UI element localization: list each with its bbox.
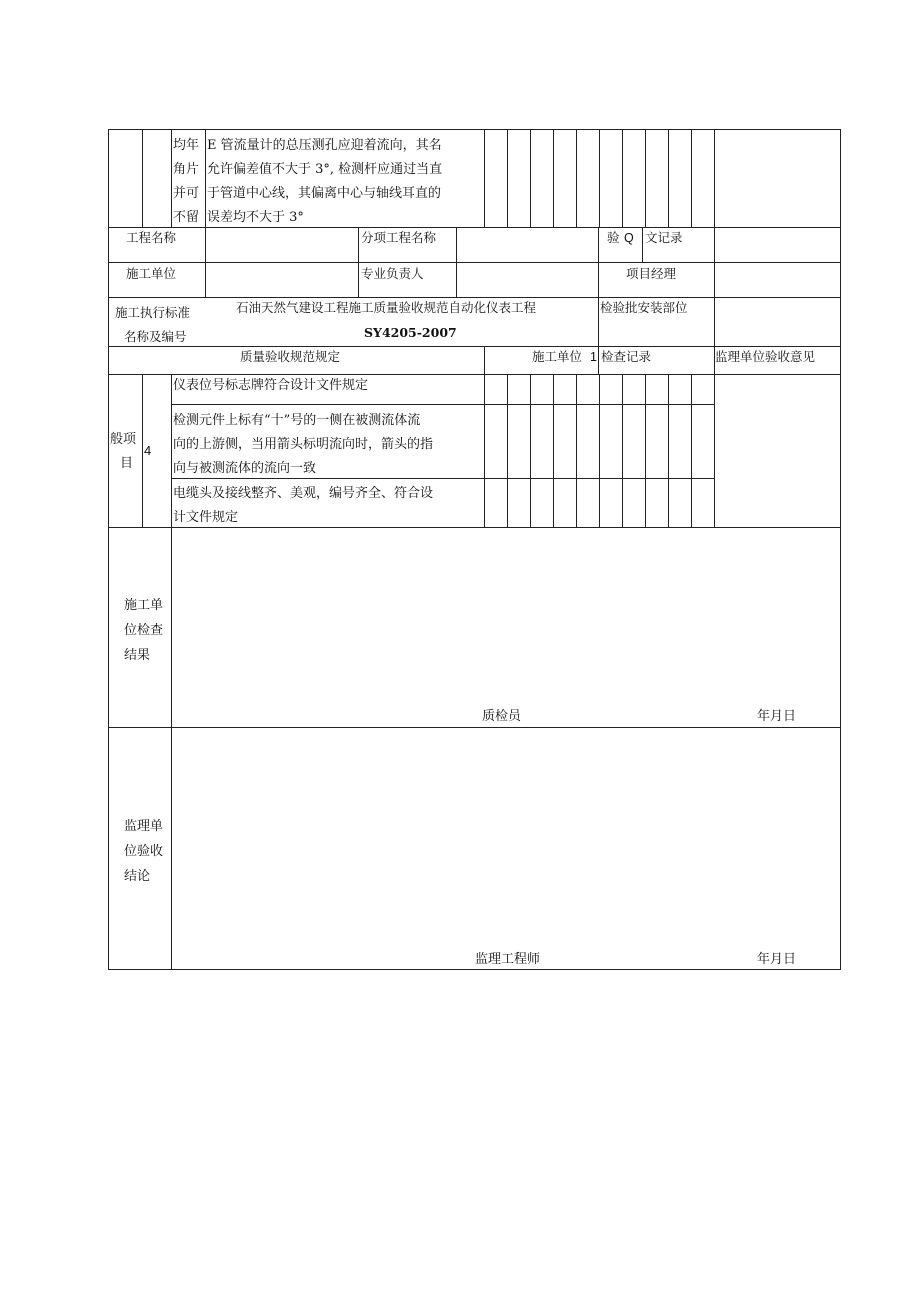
table-rule [108, 129, 841, 130]
table-rule [714, 227, 715, 346]
table-rule [205, 227, 206, 297]
table-rule [484, 129, 485, 227]
table-rule [142, 374, 143, 527]
record-label-c: 文记录 [645, 230, 683, 245]
table-rule [622, 374, 623, 527]
table-rule [840, 129, 841, 970]
construction-result-label: 位检查 [124, 623, 164, 638]
table-rule [622, 129, 623, 227]
table-rule [507, 374, 508, 527]
table-rule [171, 129, 172, 227]
supervision-conclusion-label: 结论 [124, 869, 151, 884]
record-label-a: 验 [607, 230, 620, 245]
item-text: 检测元件上标有“十”号的一侧在被测流体流 [173, 413, 421, 428]
date-label: 年月日 [757, 709, 797, 724]
construction-unit-label: 施工单位 [126, 266, 177, 281]
table-rule [691, 129, 692, 227]
standard-code: SY4205-2007 [364, 325, 457, 340]
table-rule [456, 227, 457, 297]
supervisor-column-header: 监理单位验收意见 [715, 349, 816, 364]
fragment-text: 角片 [173, 162, 200, 177]
table-rule [108, 727, 841, 728]
check-column-header: 施工单位 [532, 349, 583, 364]
professional-lead-label: 专业负责人 [361, 266, 424, 281]
item-text: 仪表位号标志牌符合设计文件规定 [173, 378, 369, 393]
table-rule [668, 129, 669, 227]
fragment-text: 并可 [173, 186, 200, 201]
item-text: 电缆头及接线整齐、美观，编号齐全、符合设 [173, 486, 434, 501]
table-rule [645, 374, 646, 527]
batch-location-label: 检验批安装部位 [600, 300, 688, 315]
table-rule [576, 374, 577, 527]
requirement-line: 于管道中心线，其偏离中心与轴线耳直的 [207, 186, 442, 201]
construction-result-label: 施工单 [124, 598, 164, 613]
table-rule [507, 129, 508, 227]
check-column-header: 检查记录 [601, 349, 652, 364]
table-rule [668, 374, 669, 527]
date-label: 年月日 [757, 952, 797, 967]
table-rule [714, 129, 715, 227]
general-items-count: 4 [144, 443, 152, 458]
project-manager-label: 项目经理 [626, 266, 677, 281]
engineer-label: 监理工程师 [475, 952, 541, 967]
table-rule [108, 129, 109, 970]
table-rule [484, 346, 485, 374]
table-rule [142, 129, 143, 227]
check-column-header: 1 [590, 350, 597, 364]
supervision-conclusion-label: 监理单 [124, 819, 164, 834]
table-rule [530, 129, 531, 227]
table-rule [599, 374, 600, 527]
table-rule [645, 129, 646, 227]
table-rule [171, 374, 172, 969]
inspector-label: 质检员 [482, 709, 522, 724]
sub-project-label: 分项工程名称 [361, 230, 437, 245]
item-text: 向的上游侧，当用箭头标明流向时，箭头的指 [173, 437, 434, 452]
item-text: 向与被测流体的流向一致 [173, 461, 317, 476]
item-text: 计文件规定 [173, 510, 239, 525]
requirement-line: E 管流量计的总压测孔应迎着流向，其名 [207, 138, 442, 153]
fragment-text: 均年 [173, 138, 200, 153]
supervision-conclusion-label: 位验收 [124, 844, 164, 859]
fragment-text: 不留 [173, 210, 200, 225]
project-name-label: 工程名称 [126, 230, 177, 245]
table-rule [598, 227, 599, 346]
table-rule [171, 404, 714, 405]
requirement-line: 误差均不大于 3° [207, 210, 304, 225]
spec-column-header: 质量验收规范规定 [240, 349, 341, 364]
standard-label: 施工执行标准 [115, 305, 191, 320]
table-rule [691, 374, 692, 527]
table-rule [108, 262, 841, 263]
table-rule [358, 227, 359, 297]
record-label-b: Q [624, 231, 634, 245]
table-rule [205, 129, 206, 227]
table-rule [553, 129, 554, 227]
table-rule [714, 374, 715, 527]
construction-result-label: 结果 [124, 648, 151, 663]
general-items-label: 般项 [110, 432, 137, 447]
table-rule [599, 129, 600, 227]
general-items-label: 目 [120, 456, 134, 471]
table-rule [553, 374, 554, 527]
table-rule [598, 346, 599, 374]
standard-name: 石油天然气建设工程施工质量验收规范自动化仪表工程 [236, 300, 537, 315]
table-rule [576, 129, 577, 227]
requirement-line: 允许偏差值不大于 3°, 检测杆应通过当直 [207, 162, 443, 177]
table-rule [642, 227, 643, 262]
table-rule [530, 374, 531, 527]
table-rule [484, 374, 485, 527]
standard-label: 名称及编号 [124, 329, 187, 344]
